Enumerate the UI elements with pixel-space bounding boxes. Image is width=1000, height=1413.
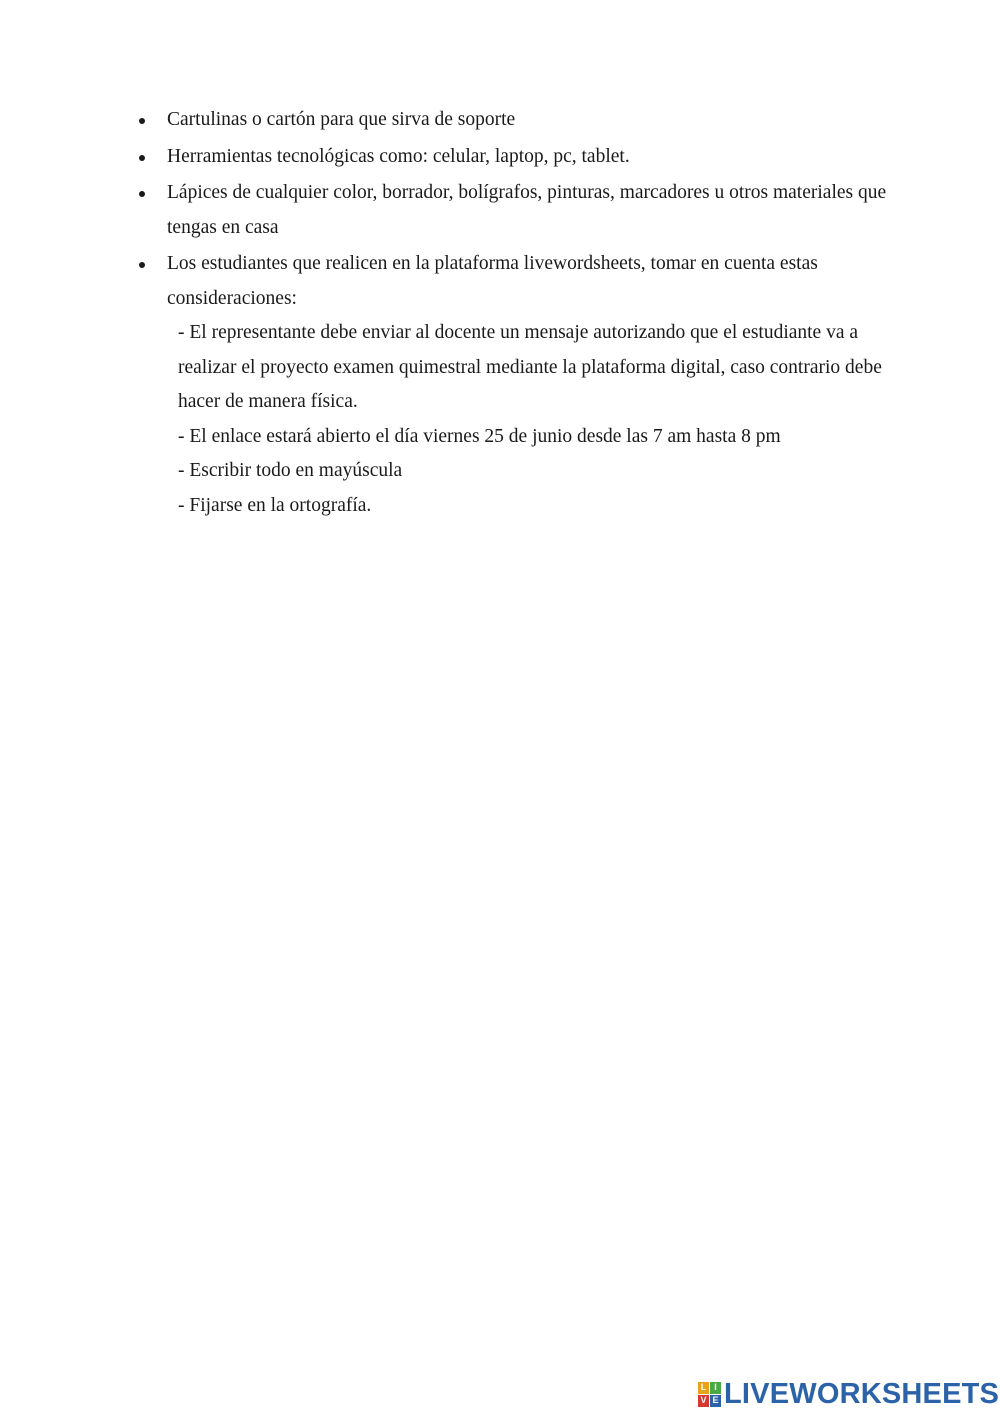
list-item — [167, 247, 887, 523]
logo-wordmark: LIVEWORKSHEETS — [724, 1377, 1000, 1410]
logo-tile-l: L — [698, 1382, 709, 1394]
list-item-text: Herramientas tecnológicas como: celular, laptop, pc, tablet. — [167, 145, 630, 167]
bullet-icon — [139, 262, 145, 268]
considerations-list — [167, 316, 887, 523]
list-item — [167, 140, 887, 175]
list-item — [167, 103, 887, 138]
bullet-icon — [139, 155, 145, 161]
bullet-icon — [139, 118, 145, 124]
logo-tile-v: V — [698, 1395, 709, 1407]
list-item — [167, 176, 887, 245]
list-item-text: Lápices de cualquier color, borrador, bolígrafos, pinturas, marcadores u otros materiales que tengas en casa — [167, 182, 887, 238]
bullet-icon — [139, 191, 145, 197]
consideration-item: - Fijarse en la ortografía. — [178, 494, 372, 516]
logo-tile-e: E — [710, 1395, 721, 1407]
consideration-item: - El enlace estará abierto el día viernes 25 de junio desde las 7 am hasta 8 pm — [178, 425, 781, 447]
list-item-text: Cartulinas o cartón para que sirva de soporte — [167, 109, 516, 130]
logo-tile-i: I — [710, 1382, 721, 1394]
materials-list — [167, 103, 887, 525]
list-item-text: Los estudiantes que realicen en la plataforma livewordsheets, tomar en cuenta estas consideraciones: — [167, 253, 818, 309]
logo-mark-icon — [698, 1382, 721, 1407]
consideration-item: - Escribir todo en mayúscula — [178, 460, 403, 481]
liveworksheets-logo — [698, 1378, 999, 1410]
consideration-item: - El representante debe enviar al docente un mensaje autorizando que el estudiante va a realizar el proyecto examen quimestral mediante la plataforma digital, caso contrario debe hacer de manera física. — [178, 322, 882, 412]
